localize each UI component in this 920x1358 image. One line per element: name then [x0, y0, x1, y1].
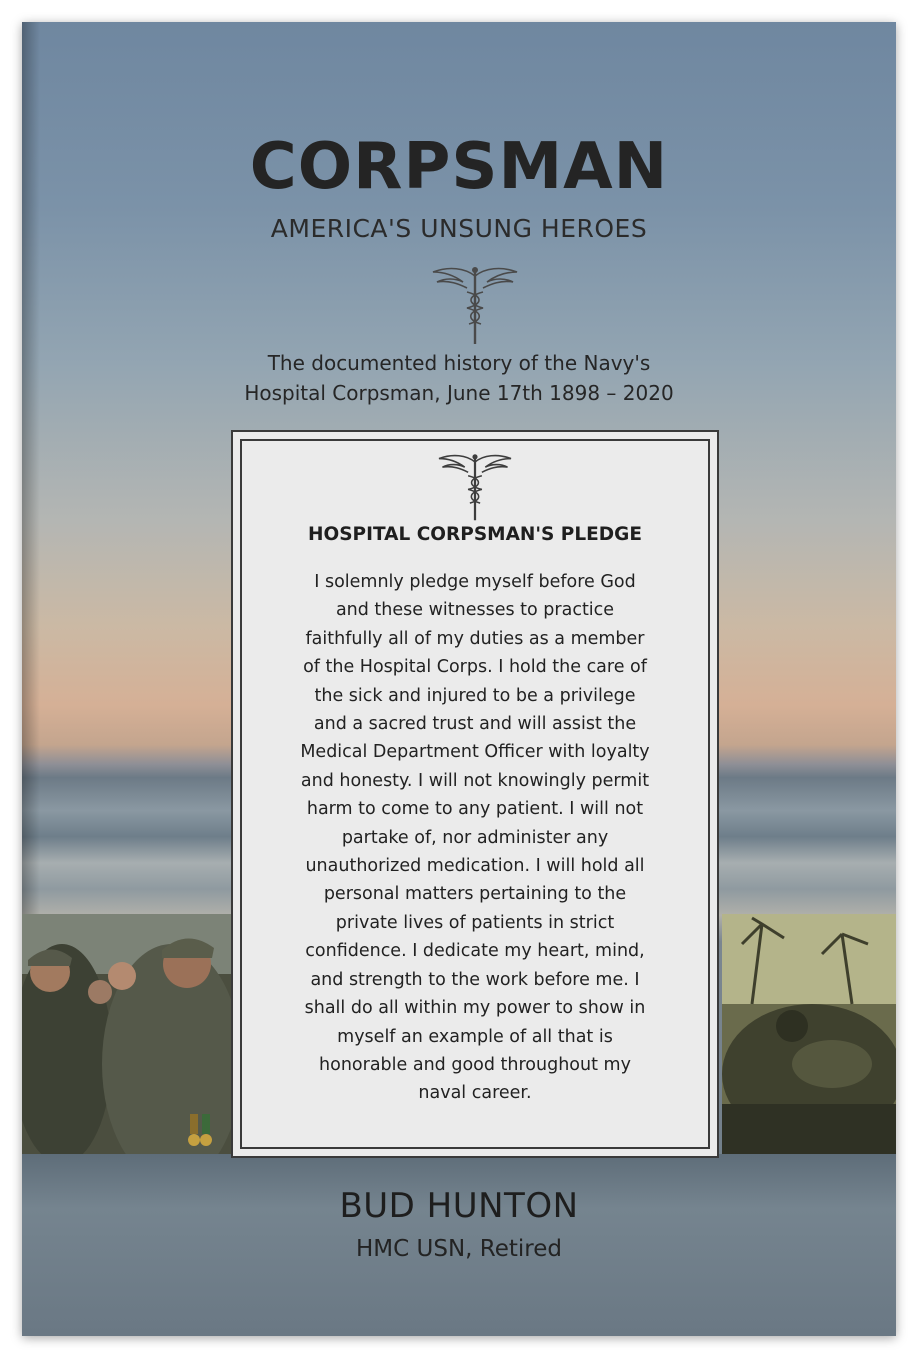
pledge-line: private lives of patients in strict	[335, 912, 615, 933]
pledge-line: the sick and injured to be a privilege	[314, 685, 636, 706]
book-subtitle: AMERICA'S UNSUNG HEROES	[270, 214, 648, 243]
pledge-line: faithfully all of my duties as a member	[305, 628, 645, 649]
history-line-2: Hospital Corpsman, June 17th 1898 – 2020	[244, 381, 674, 405]
history-description	[22, 348, 896, 408]
author-name: BUD HUNTON	[339, 1186, 579, 1226]
author-rank: HMC USN, Retired	[356, 1236, 562, 1262]
pledge-line: I solemnly pledge myself before God	[314, 572, 636, 592]
history-line-1: The documented history of the Navy's	[267, 351, 651, 375]
pledge-caduceus-icon	[433, 450, 517, 522]
pledge-text	[257, 568, 693, 1108]
pledge-panel	[231, 430, 719, 1158]
pledge-line: Medical Department Officer with loyalty	[300, 742, 650, 763]
pledge-line: and honesty. I will not knowingly permit	[300, 770, 650, 791]
pledge-title: HOSPITAL CORPSMAN'S PLEDGE	[308, 524, 642, 545]
pledge-line: honorable and good throughout my	[319, 1054, 631, 1075]
pledge-line: and strength to the work before me. I	[310, 969, 640, 990]
pledge-line: personal matters pertaining to the	[323, 884, 627, 905]
pledge-line: of the Hospital Corps. I hold the care of	[303, 657, 647, 678]
pledge-line: myself an example of all that is	[337, 1026, 613, 1047]
soldiers-field-photo	[722, 914, 896, 1154]
pledge-line: and a sacred trust and will assist the	[313, 714, 637, 735]
pledge-line: confidence. I dedicate my heart, mind,	[305, 941, 645, 962]
pledge-line: unauthorized medication. I will hold all	[305, 856, 645, 877]
book-title: CORPSMAN	[249, 130, 669, 204]
pledge-line: naval career.	[418, 1083, 532, 1104]
pledge-line: partake of, nor administer any	[341, 827, 609, 848]
pledge-line: and these witnesses to practice	[335, 600, 615, 621]
pledge-line: harm to come to any patient. I will not	[306, 799, 644, 820]
caduceus-icon	[427, 262, 523, 346]
pledge-line: shall do all within my power to show in	[304, 998, 646, 1019]
book-cover	[22, 22, 896, 1336]
marines-group-photo	[22, 914, 232, 1154]
